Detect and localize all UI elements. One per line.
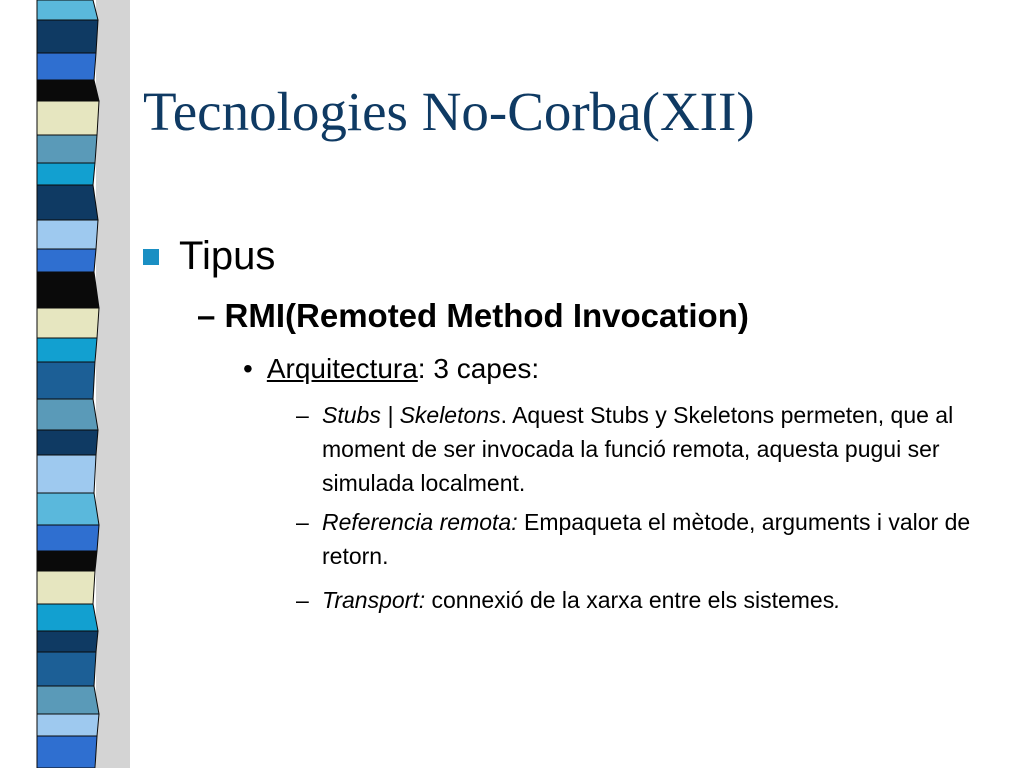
- strip-segment: [37, 686, 99, 714]
- strip-segment: [37, 571, 95, 604]
- strip-shadow: [96, 0, 130, 768]
- strip-segment: [37, 308, 99, 338]
- strip-segment: [37, 455, 96, 493]
- strip-segment: [37, 604, 98, 631]
- strip-segment: [37, 101, 99, 135]
- dash-marker: –: [197, 297, 216, 334]
- bullet-level2: [197, 298, 749, 334]
- strip-segment: [37, 551, 97, 571]
- strip-segment: [37, 362, 95, 399]
- term-transport: Transport:: [322, 587, 426, 613]
- decorative-side-strip: [0, 0, 130, 768]
- strip-segment: [37, 185, 98, 220]
- strip-segment: [37, 0, 98, 20]
- strip-segment: [37, 135, 97, 163]
- list-item-stubs: [296, 398, 996, 500]
- dash-marker: –: [296, 509, 309, 535]
- strip-segment: [37, 631, 98, 652]
- bullet-level2-text: RMI(Remoted Method Invocation): [224, 297, 749, 334]
- strip-segment: [37, 249, 96, 272]
- desc-remote-reference: Empaqueta el mètode, arguments i valor de retorn.: [322, 509, 971, 569]
- strip-segment: [37, 493, 99, 525]
- desc-stubs: . Aquest Stubs y Skeletons permeten, que al moment de ser invocada la funció remota, aquesta pugui ser simulada localment.: [322, 402, 954, 496]
- trailing-period: .: [834, 587, 841, 613]
- strip-segment: [37, 53, 96, 80]
- strip-segment: [37, 399, 98, 430]
- strip-segment: [37, 736, 97, 768]
- dash-marker: –: [296, 587, 309, 613]
- slide-title: Tecnologies No-Corba(XII): [143, 81, 755, 142]
- strip-segment: [37, 525, 99, 551]
- bullet-level1: [143, 234, 275, 278]
- strip-segment: [37, 338, 97, 362]
- desc-transport: connexió de la xarxa entre els sistemes: [425, 587, 835, 613]
- strip-segment: [37, 163, 95, 185]
- strip-segment: [37, 430, 98, 455]
- strip-segment: [37, 652, 96, 686]
- architecture-term: Arquitectura: [266, 353, 418, 384]
- list-item-transport: [296, 583, 996, 617]
- list-item-remote-reference: [296, 505, 996, 573]
- bullet-level3: [243, 354, 539, 385]
- square-bullet-icon: [143, 249, 159, 265]
- strip-segment: [37, 80, 99, 101]
- bullet-level1-text: Tipus: [179, 234, 276, 278]
- strip-segment: [37, 220, 98, 249]
- strip-segment: [37, 20, 98, 53]
- dot-marker: •: [243, 353, 253, 384]
- bullet-level3-text: : 3 capes:: [417, 353, 540, 384]
- strip-segment: [37, 714, 99, 736]
- strip-segment: [37, 272, 99, 308]
- term-remote-reference: Referencia remota:: [322, 509, 518, 535]
- term-stubs: Stubs | Skeletons: [322, 402, 501, 428]
- dash-marker: –: [296, 402, 309, 428]
